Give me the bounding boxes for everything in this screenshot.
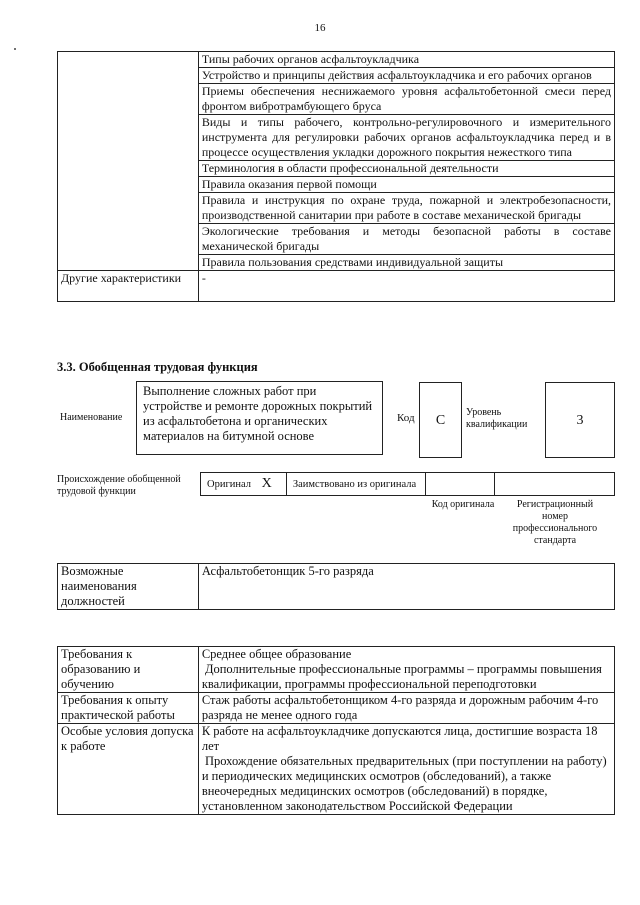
experience-line: Стаж работы асфальтобетонщиком 4-го разряда и дорожным рабочим 4-го разряда не менее одного года: [201, 693, 599, 722]
knowledge-item: Правила пользования средствами индивидуальной защиты: [198, 255, 614, 271]
positions-table: [57, 563, 615, 610]
level-label: Уровень квалификации: [466, 407, 528, 430]
name-label: Наименование: [60, 412, 123, 423]
scan-dot: [14, 48, 16, 50]
knowledge-item: Правила и инструкция по охране труда, пожарной и электробезопасности, производственной санитарии при работе в составе механической бригады: [198, 193, 614, 224]
original-mark: X: [261, 476, 272, 491]
positions-label: Возможные наименования должностей: [58, 564, 199, 610]
origin-reg-cell: [495, 473, 615, 496]
knowledge-item: Устройство и принципы действия асфальтоукладчика и его рабочих органов: [198, 68, 614, 84]
education-line: Среднее общее образование: [201, 647, 352, 661]
special-conditions-line: К работе на асфальтоукладчике допускаются лица, достигшие возраста 18 лет: [201, 724, 598, 753]
knowledge-item: Терминология в области профессиональной деятельности: [198, 161, 614, 177]
knowledge-item: Виды и типы рабочего, контрольно-регулировочного и измерительного инструмента для регулировки рабочих органов асфальтоукладчика перед и в процессе осуществления укладки дорожного покрытия нежесткого типа: [198, 115, 614, 161]
section-title: 3.3. Обобщенная трудовая функция: [57, 360, 258, 374]
education-label: Требования к образованию и обучению: [58, 647, 199, 693]
education-line: Дополнительные профессиональные программы – программы повышения квалификации, программы профессиональной переподготовки: [201, 662, 606, 691]
other-characteristics-label: Другие характеристики: [58, 271, 199, 302]
page-number: 16: [314, 22, 326, 34]
special-conditions-label: Особые условия допуска к работе: [58, 724, 199, 815]
education-value: [198, 647, 614, 693]
reg-number-caption: Регистрационный номер профессионального стандарта: [512, 499, 598, 546]
knowledge-item: Экологические требования и методы безопасной работы в составе механической бригады: [198, 224, 614, 255]
special-conditions-value: [198, 724, 614, 815]
function-name-box: Выполнение сложных работ при устройстве и ремонте дорожных покрытий из асфальтобетона и органических материалов на битумной основе: [136, 381, 383, 455]
positions-value: Асфальтобетонщик 5-го разряда: [198, 564, 614, 610]
experience-value: [198, 693, 614, 724]
code-original-caption: Код оригинала: [431, 499, 495, 510]
code-value-box: C: [419, 382, 462, 458]
knowledge-label-cell: [58, 52, 199, 271]
other-characteristics-value: -: [198, 271, 614, 302]
knowledge-item: Правила оказания первой помощи: [198, 177, 614, 193]
borrowed-label: Заимствовано из оригинала: [286, 473, 425, 496]
knowledge-item: Типы рабочих органов асфальтоукладчика: [198, 52, 614, 68]
requirements-table: [57, 646, 615, 815]
level-value-box: 3: [545, 382, 615, 458]
origin-code-cell: [425, 473, 495, 496]
origin-label: Происхождение обобщенной трудовой функции: [57, 474, 181, 497]
knowledge-table: [57, 51, 615, 302]
experience-label: Требования к опыту практической работы: [58, 693, 199, 724]
origin-original-cell: [201, 473, 287, 496]
code-label: Код: [397, 412, 415, 424]
special-conditions-line: Прохождение обязательных предварительных (при поступлении на работу) и периодических медицинских осмотров (обследований), а также внеочередных медицинских осмотров (обследований) в порядке, установленном законодательством Российской Федерации: [201, 754, 610, 813]
origin-table: [200, 472, 615, 496]
original-label: Оригинал: [207, 479, 251, 490]
knowledge-item: Приемы обеспечения неснижаемого уровня асфальтобетонной смеси перед фронтом вибротрамбующего бруса: [198, 84, 614, 115]
